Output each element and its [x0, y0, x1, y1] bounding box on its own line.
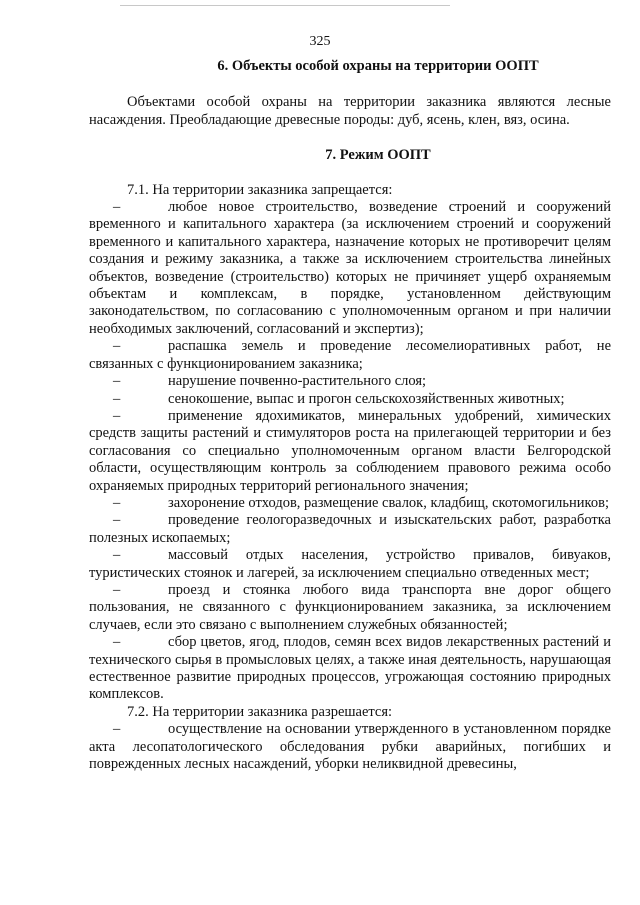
prohibited-item: – проезд и стоянка любого вида транспорта вне дорог общего пользования, не связанного с функционированием заказника, за исключением случаев, если это связано с выполнением служебных обязанностей; — [89, 581, 611, 633]
dash-marker: – — [113, 390, 121, 407]
section-6-title: 6. Объекты особой охраны на территории ООПТ — [217, 58, 539, 74]
prohibited-item: – нарушение почвенно-растительного слоя; — [89, 373, 611, 390]
allowed-item: – осуществление на основании утвержденного в установленном порядке акта лесопатологического обследования рубки аварийных, погибших и поврежденных лесных насаждений, уборки неликвидной древесины, — [89, 721, 611, 773]
prohibited-item: – сенокошение, выпас и прогон сельскохозяйственных животных; — [89, 391, 611, 408]
prohibited-item: – захоронение отходов, размещение свалок, кладбищ, скотомогильников; — [89, 495, 611, 512]
section-7-title: 7. Режим ООПТ — [325, 147, 431, 164]
dash-marker: – — [113, 338, 121, 355]
dash-marker: – — [113, 494, 121, 511]
dash-marker: – — [113, 512, 121, 529]
dash-marker: – — [113, 634, 121, 651]
section-6-text: Объектами особой охраны на территории заказника являются лесные насаждения. Преобладающие древесные породы: дуб, ясень, клен, вяз, осина. — [89, 94, 611, 128]
page-content — [89, 58, 611, 773]
prohibited-item: – распашка земель и проведение лесомелиоративных работ, не связанных с функционированием заказника; — [89, 338, 611, 372]
dash-marker: – — [113, 407, 121, 424]
dash-marker: – — [113, 547, 121, 564]
prohibited-item: – сбор цветов, ягод, плодов, семян всех видов лекарственных растений и технического сырья в промысловых целях, а также иная деятельность, нарушающая естественное развитие природных процессов, угрожающая состоянию природных комплексов. — [89, 634, 611, 703]
allowed-list — [89, 721, 611, 773]
dash-marker: – — [113, 581, 121, 598]
prohibited-item: – массовый отдых населения, устройство привалов, бивуаков, туристических стоянок и лагерей, за исключением специально отведенных мест; — [89, 547, 611, 581]
prohibited-item: – проведение геологоразведочных и изыскательских работ, разработка полезных ископаемых; — [89, 512, 611, 546]
scan-edge-line — [120, 5, 450, 6]
dash-marker: – — [113, 373, 121, 390]
dash-marker: – — [113, 721, 121, 738]
dash-marker: – — [113, 199, 121, 216]
prohibited-item: – применение ядохимикатов, минеральных удобрений, химических средств защиты растений и стимуляторов роста на прилегающей территории и без согласования со специально уполномоченным органом власти Белгородской области, осуществляющим контроль за соблюдением правового режима особо охраняемых природных территорий регионального значения; — [89, 407, 611, 494]
clause-7-2: 7.2. На территории заказника разрешается: — [127, 703, 393, 720]
prohibited-item: – любое новое строительство, возведение строений и сооружений временного и капитального характера (за исключением строений и сооружений временного и капитального характера, назначение которых не противоречит целям создания и режиму заказника, а также за исключением строительства линейных объектов, возведение (строительство) которых не причиняет ущерб охраняемым объектам и комплексам, в порядке, установленном действующим законодательством, по согласованию с уполномоченным органом и при наличии необходимых заключений, согласований и экспертиз); — [89, 199, 611, 337]
page-number: 325 — [309, 34, 331, 49]
prohibited-list — [89, 199, 611, 704]
clause-7-1: 7.1. На территории заказника запрещается: — [127, 181, 393, 198]
